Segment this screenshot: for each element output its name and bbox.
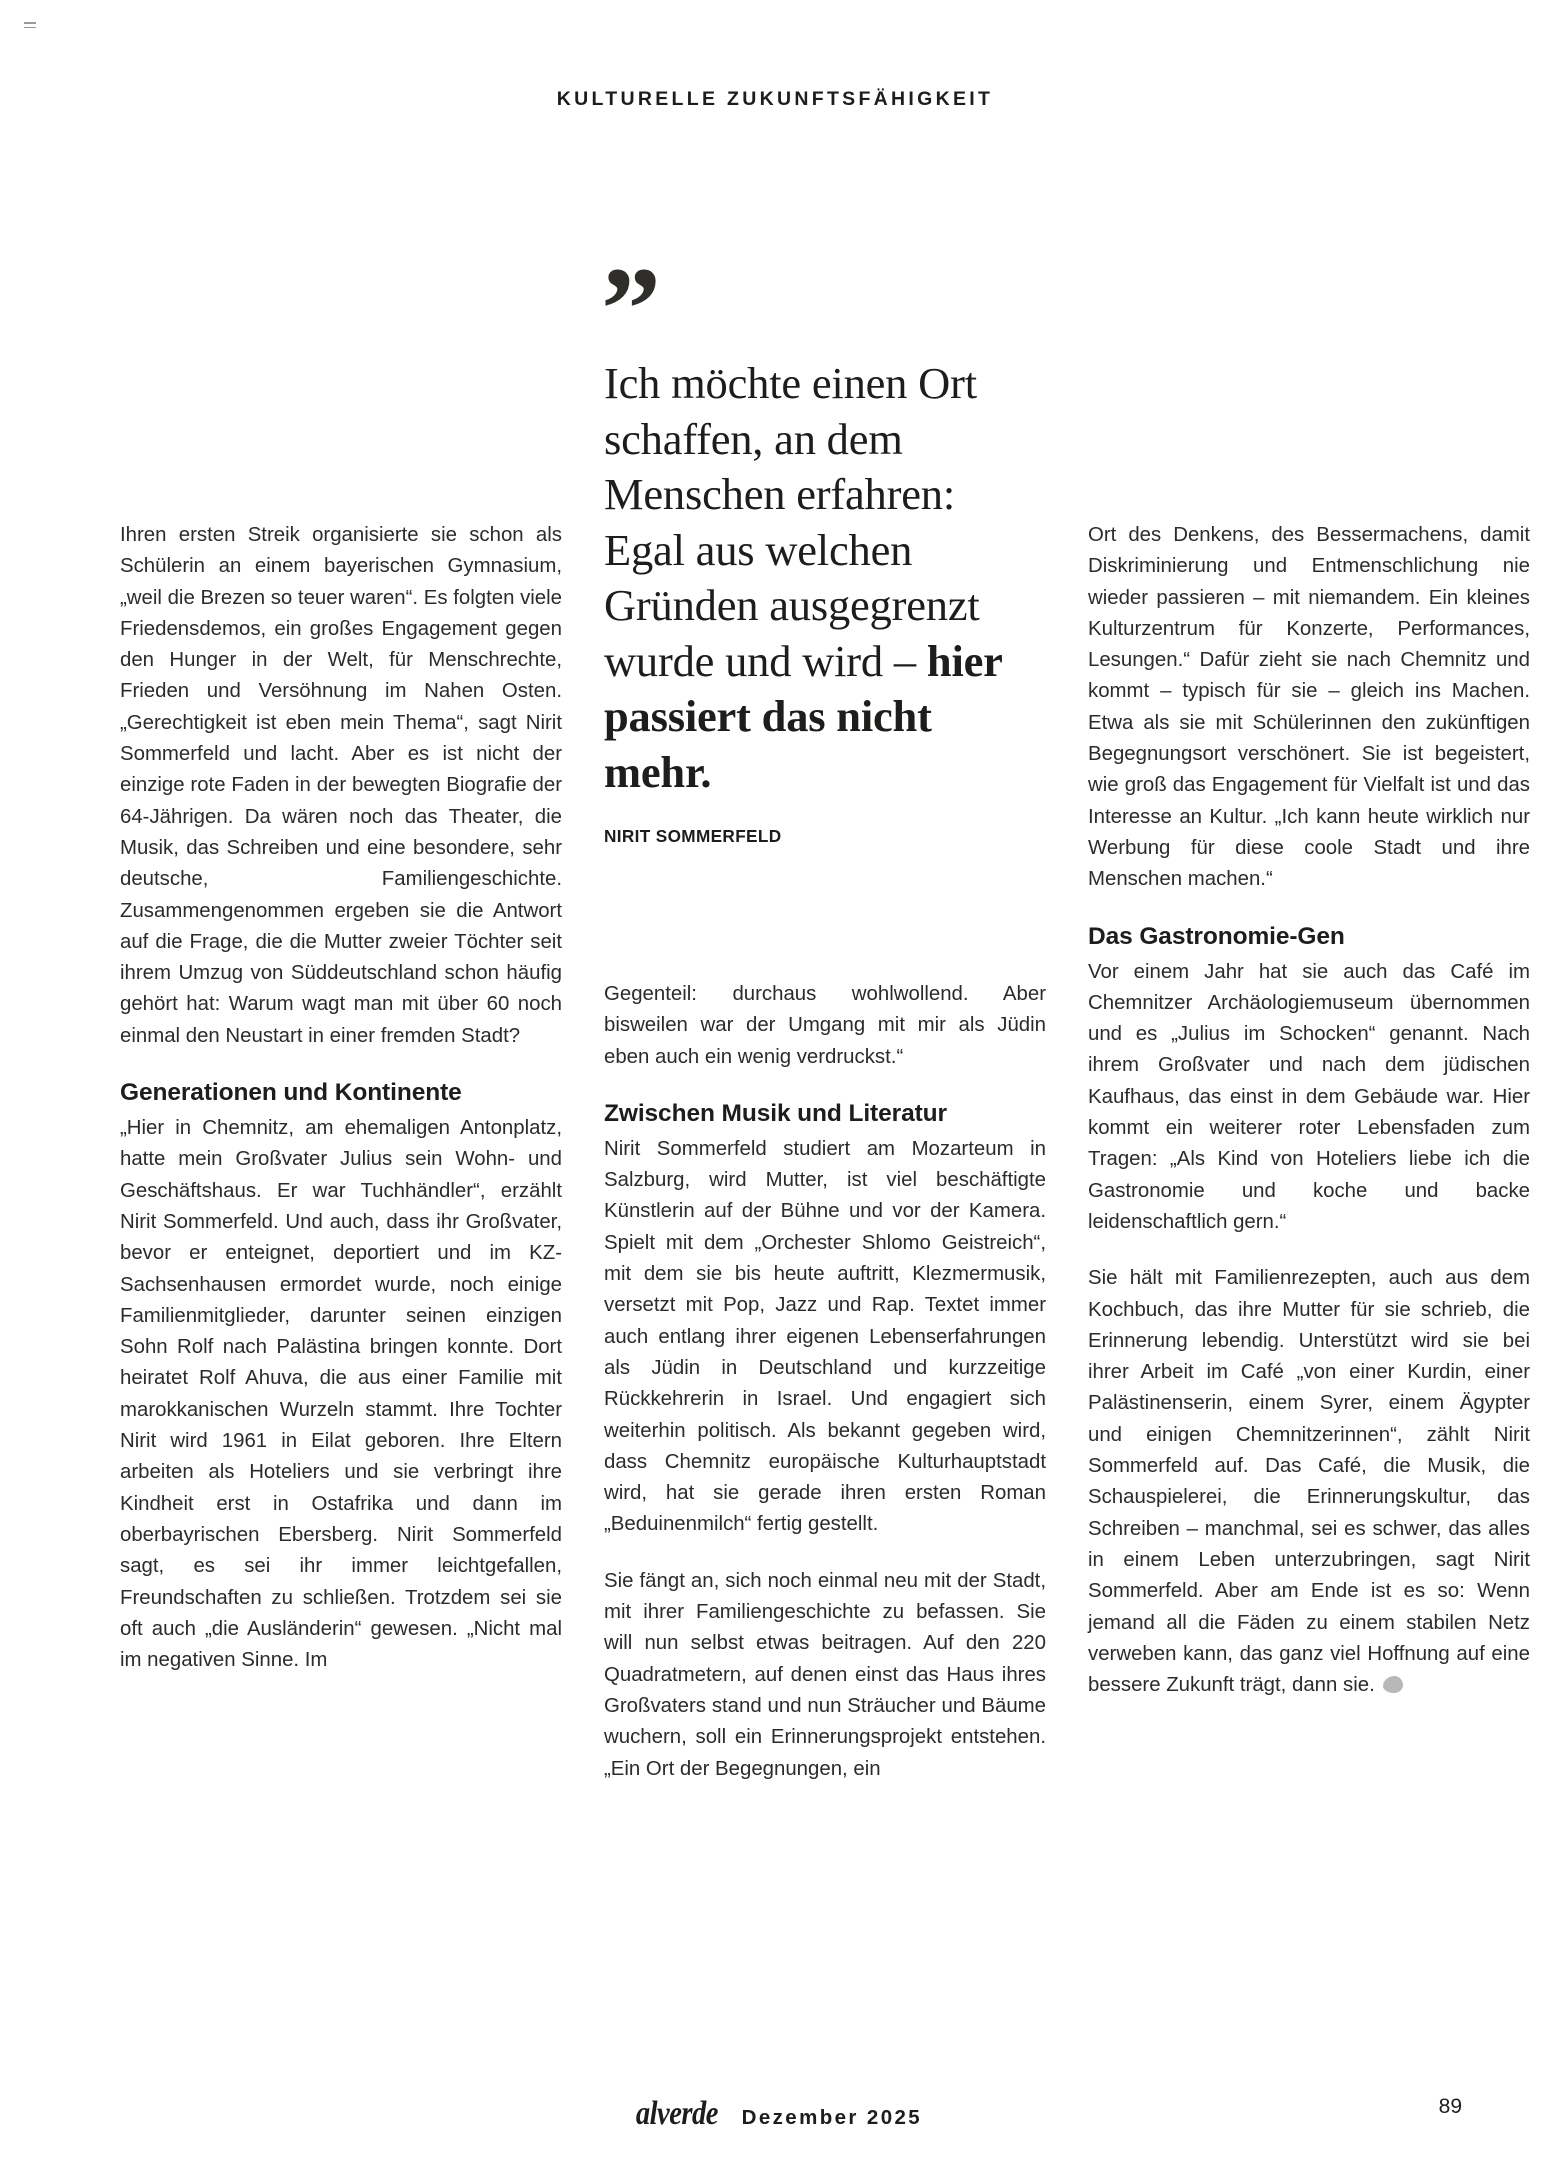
paragraph: Ihren ersten Streik organisierte sie schon als Schülerin an einem bayerischen Gymnasium, „weil die Brezen so teuer waren“. Es folgten viele Friedensdemos, ein großes Engagement gegen den Hunger in der Welt, für Menschrechte, Frieden und Versöhnung im Nahen Osten. „Gerechtigkeit ist eben mein Thema“, sagt Nirit Sommerfeld und lacht. Aber es ist nicht der einzige rote Faden in der bewegten Biografie der 64-Jährigen. Da wären noch das Theater, die Musik, das Schreiben und eine besondere, sehr deutsche, Familiengeschichte. Zusammengenommen ergeben sie die Antwort auf die Frage, die die Mutter zweier Töchter seit ihrem Umzug von Süddeutschland schon häufig gehört hat: Warum wagt man mit über 60 noch einmal den Neustart in einer fremden Stadt? bbox=[120, 524, 563, 1047]
paragraph: Ort des Denkens, des Bessermachens, damit Diskriminierung und Entmenschlichung nie wieder passieren – mit niemandem. Ein kleines Kulturzentrum für Konzerte, Performances, Lesungen.“ Dafür zieht sie nach Chemnitz und kommt – typisch für sie – gleich ins Machen. Etwa als sie mit Schülerinnen den zukünftigen Begegnungsort verschönert. Sie ist begeistert, wie groß das Engagement für Vielfalt ist und das Interesse an Kultur. „Ich kann heute wirklich nur Werbung für diese coole Stadt und ihre Menschen machen.“ bbox=[1088, 524, 1530, 891]
column-2-body bbox=[604, 979, 1046, 1785]
pull-quote bbox=[601, 242, 1046, 847]
column-2 bbox=[601, 242, 1046, 1972]
subhead-das-gastronomie-gen: Das Gastronomie-Gen bbox=[1088, 922, 1345, 950]
paragraph: Nirit Sommerfeld studiert am Mozarteum in Salzburg, wird Mutter, ist viel beschäftigte Künstlerin auf der Bühne und vor der Kamera. Spielt mit dem „Orchester Shlomo Geistreich“, mit dem sie bis heute auftritt, Klezmermusik, versetzt mit Pop, Jazz und Rap. Textet immer auch entlang ihrer eigenen Lebenserfahrungen als Jüdin in Deutschland und kurzzeitige Rückkehrerin in Israel. Und engagiert sich weiterhin politisch. Als bekannt gegeben wird, dass Chemnitz europäische Kulturhauptstadt wird, hat sie gerade ihren ersten Roman „Beduinenmilch“ fertig gestellt. bbox=[604, 1137, 1046, 1536]
pull-quote-text bbox=[604, 356, 1046, 800]
paragraph: Gegenteil: durchaus wohlwollend. Aber bisweilen war der Umgang mit mir als Jüdin eben auch ein wenig verdruckst.“ bbox=[604, 983, 1046, 1068]
article-columns bbox=[120, 242, 1530, 1972]
page-footer bbox=[0, 2029, 1550, 2179]
brand-logo: alverde bbox=[635, 2095, 718, 2132]
running-head: KULTURELLE ZUKUNFTSFÄHIGKEIT bbox=[556, 88, 994, 110]
end-of-article-icon bbox=[1383, 1676, 1403, 1693]
paragraph: Sie fängt an, sich noch einmal neu mit der Stadt, mit ihrer Familiengeschichte zu befassen. Sie will nun selbst etwas beitragen. Auf den 220 Quadratmetern, auf denen einst das Haus ihres Großvaters stand und nun Sträucher und Bäume wuchern, soll ein Erinnerungsprojekt entstehen. „Ein Ort der Begegnungen, ein bbox=[604, 1569, 1046, 1780]
issue-date: Dezember 2025 bbox=[741, 2106, 923, 2129]
subhead-zwischen-musik-und-literatur: Zwischen Musik und Literatur bbox=[604, 1099, 947, 1127]
pull-quote-emphasis: hier passiert das nicht mehr. bbox=[604, 635, 1002, 797]
quotation-mark-icon: ” bbox=[601, 242, 659, 375]
column-1 bbox=[120, 272, 562, 1972]
paragraph: Vor einem Jahr hat sie auch das Café im Chemnitzer Archäologiemuseum übernommen und es „Julius im Schocken“ genannt. Nach ihrem Großvater und nach dem jüdischen Kaufhaus, das einst in dem Gebäude war. Hier kommt ein weiterer roter Lebensfaden zum Tragen: „Als Kind von Hoteliers liebe ich die Gastronomie und koche und backe leidenschaftlich gern.“ bbox=[1088, 960, 1530, 1233]
subhead-generationen-und-kontinente: Generationen und Kontinente bbox=[120, 1079, 462, 1107]
pull-quote-attribution: NIRIT SOMMERFELD bbox=[604, 826, 782, 846]
paragraph-final bbox=[1088, 1263, 1530, 1701]
column-3 bbox=[1088, 272, 1530, 1972]
crop-mark bbox=[24, 22, 36, 30]
paragraph: „Hier in Chemnitz, am ehemaligen Antonplatz, hatte mein Großvater Julius sein Wohn- und Geschäftshaus. Er war Tuchhändler“, erzählt Nirit Sommerfeld. Und auch, dass ihr Großvater, bevor er enteignet, deportiert und im KZ-Sachsenhausen ermordet wurde, noch einige Familienmitglieder, darunter seinen einzigen Sohn Rolf nach Palästina bringen konnte. Dort heiratet Rolf Ahuva, die aus einer Familie mit marokkanischen Wurzeln stammt. Ihre Tochter Nirit wird 1961 in Eilat geboren. Ihre Eltern arbeiten als Hoteliers und sie verbringt ihre Kindheit erst in Ostafrika und dann im oberbayrischen Ebersberg. Nirit Sommerfeld sagt, es sei ihr immer leichtgefallen, Freundschaften zu schließen. Trotzdem sei sie oft auch „die Ausländerin“ gewesen. „Nicht mal im negativen Sinne. Im bbox=[120, 1117, 562, 1672]
paragraph-final-text: Sie hält mit Familienrezepten, auch aus dem Kochbuch, das ihre Mutter für sie schrieb, die Erinnerung lebendig. Unterstützt wird sie bei ihrer Arbeit im Café „von einer Kurdin, einer Palästinenserin, einem Syrer, einem Ägypter und einigen Chemnitzerinnen“, zählt Nirit Sommerfeld auf. Das Café, die Musik, die Schauspielerei, die Erinnerungskultur, das Schreiben – manchmal, sei es schwer, das alles in einem Leben unterzubringen, sagt Nirit Sommerfeld. Aber am Ende ist es so: Wenn jemand all die Fäden zu einem stabilen Netz verweben kann, das ganz viel Hoffnung auf eine bessere Zukunft trägt, dann sie. bbox=[1088, 1267, 1530, 1697]
page-number: 89 bbox=[1438, 2095, 1462, 2118]
pull-quote-regular: Ich möchte einen Ort schaffen, an dem Menschen erfahren: Egal aus welchen Gründen ausgegrenzt wurde und wird – bbox=[604, 358, 980, 686]
footer-imprint bbox=[0, 2095, 1550, 2133]
